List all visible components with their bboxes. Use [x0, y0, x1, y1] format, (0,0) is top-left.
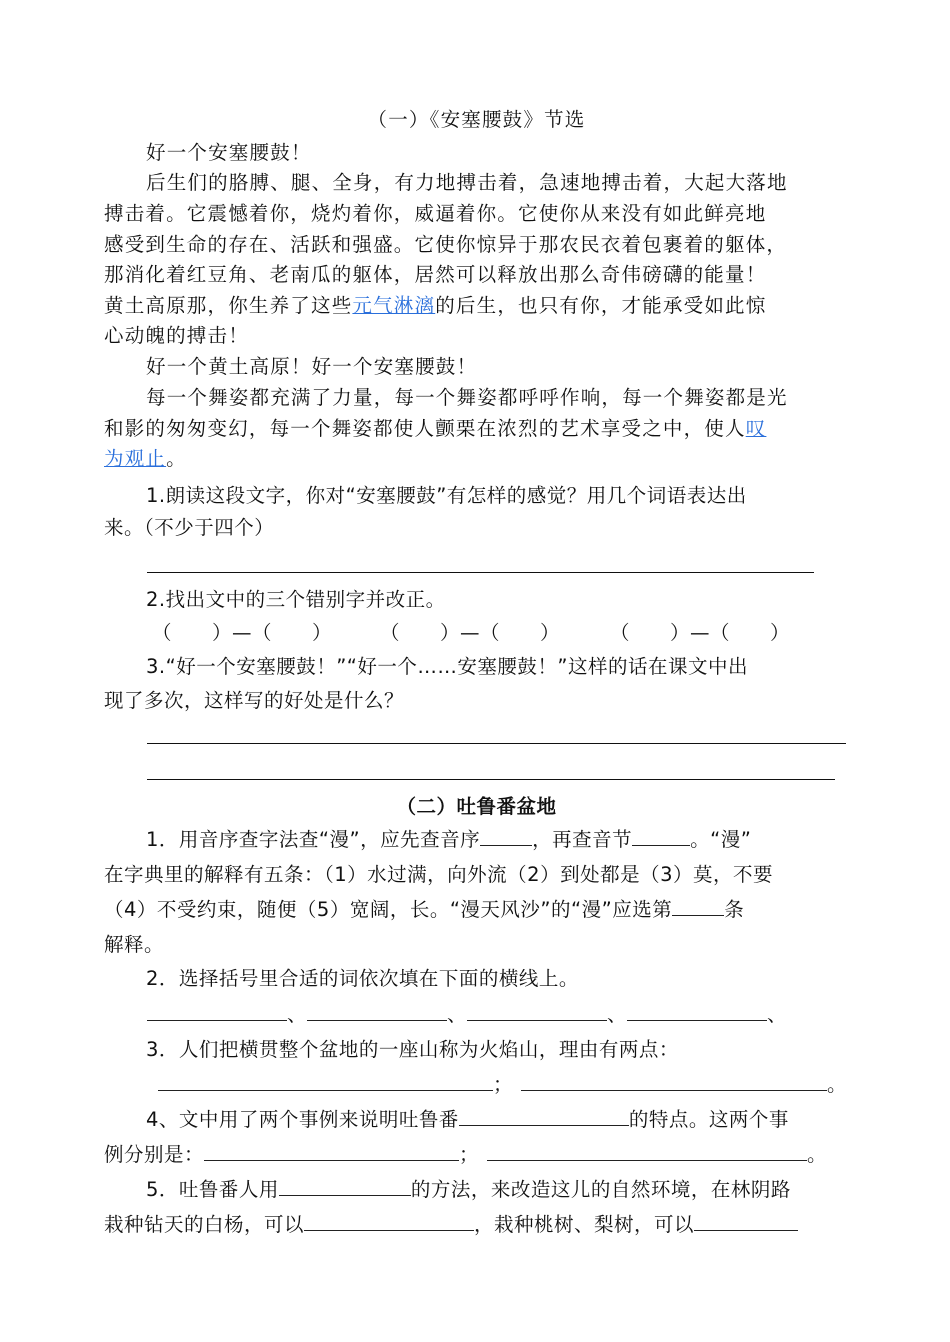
- separator: 、: [767, 1003, 788, 1026]
- section-title-1: （一）《安塞腰鼓》节选: [367, 108, 586, 131]
- question-text: 的方法，来改造这儿的自然环境，在林阴路: [410, 1178, 791, 1201]
- question-2: 2.找出文中的三个错别字并改正。: [146, 588, 446, 611]
- question-text: 例分别是：: [104, 1143, 205, 1166]
- answer-line[interactable]: [147, 779, 835, 780]
- question-text: 4、文中用了两个事例来说明吐鲁番: [146, 1108, 459, 1131]
- question-3: 3.“好一个安塞腰鼓！”“好一个……安塞腰鼓！”这样的话在课文中出: [146, 655, 749, 678]
- passage-text: 黄土高原那，你生养了这些: [104, 294, 353, 317]
- p2-question-3: 3．人们把横贯整个盆地的一座山称为火焰山，理由有两点：: [146, 1038, 679, 1061]
- passage-line: [104, 414, 849, 444]
- blank-field[interactable]: [672, 895, 724, 916]
- separator: 。: [827, 1073, 848, 1096]
- blank-field[interactable]: [632, 825, 690, 846]
- passage-line: 感受到生命的存在、活跃和强盛。它使你惊异于那农民衣着包裹着的躯体，: [104, 233, 788, 256]
- question-text: ，再查音节: [532, 828, 633, 851]
- blank-field[interactable]: [480, 825, 532, 846]
- correction-pair[interactable]: （ ）—（ ）: [380, 621, 561, 644]
- blank-field[interactable]: [521, 1070, 827, 1091]
- passage-line: 每一个舞姿都充满了力量，每一个舞姿都呼呼作响，每一个舞姿都是光: [146, 386, 788, 409]
- blank-field[interactable]: [694, 1210, 798, 1231]
- blank-field[interactable]: [304, 1210, 474, 1231]
- passage-line: 好一个安塞腰鼓！: [146, 141, 312, 164]
- answer-line[interactable]: [147, 572, 814, 573]
- passage-line: 心动魄的搏击！: [104, 324, 249, 347]
- fill-row: [147, 1000, 892, 1030]
- p2-question-5-cont: [104, 1210, 849, 1240]
- p2-question-4: [104, 1105, 891, 1135]
- question-text: 。“漫”: [690, 828, 752, 851]
- passage-line: 后生们的胳膊、腿、全身，有力地搏击着，急速地搏击着，大起大落地: [146, 171, 788, 194]
- separator: ；: [493, 1073, 514, 1096]
- correction-pair[interactable]: （ ）—（ ）: [610, 621, 791, 644]
- question-text: 1．用音序查字法查“漫”，应先查音序: [146, 828, 481, 851]
- blank-field[interactable]: [158, 1070, 493, 1091]
- blank-field[interactable]: [307, 1000, 447, 1021]
- question-text: 条: [724, 898, 745, 921]
- question-text: 5．吐鲁番人用: [146, 1178, 279, 1201]
- passage-line: 搏击着。它震憾着你，烧灼着你，威逼着你。它使你从来没有如此鲜亮地: [104, 202, 767, 225]
- section-title-2: （二）吐鲁番盆地: [396, 795, 557, 818]
- idiom-link[interactable]: 元气淋漓: [352, 294, 436, 317]
- fill-row: [158, 1070, 903, 1100]
- question-text: 栽种钻天的白杨，可以: [104, 1213, 305, 1236]
- separator: 。: [807, 1143, 828, 1166]
- passage-line: 好一个黄土高原！好一个安塞腰鼓！: [146, 355, 478, 378]
- passage-line: [104, 444, 849, 474]
- question-text: （4）不受约束，随便（5）宽阔，长。“漫天风沙”的“漫”应选第: [104, 898, 673, 921]
- separator: 、: [447, 1003, 468, 1026]
- separator: ；: [459, 1143, 480, 1166]
- p2-question-5: [104, 1175, 891, 1205]
- p2-question-1-cont: 在字典里的解释有五条：（1）水过满，向外流（2）到处都是（3）莫，不要: [104, 863, 773, 886]
- blank-field[interactable]: [279, 1175, 411, 1196]
- passage-line: 那消化着红豆角、老南瓜的躯体，居然可以释放出那么奇伟磅礴的能量！: [104, 263, 767, 286]
- blank-field[interactable]: [204, 1140, 459, 1161]
- passage-text: 的后生，也只有你，才能承受如此惊: [435, 294, 767, 317]
- passage-text: 。: [166, 447, 187, 470]
- passage-line: [104, 291, 849, 321]
- passage-text: 和影的匆匆变幻，每一个舞姿都使人颤栗在浓烈的艺术享受之中，使人: [104, 417, 746, 440]
- p2-question-1-cont: [104, 895, 849, 925]
- p2-question-2: 2．选择括号里合适的词依次填在下面的横线上。: [146, 967, 579, 990]
- blank-field[interactable]: [147, 1000, 287, 1021]
- question-text: ，栽种桃树、梨树，可以: [474, 1213, 695, 1236]
- separator: 、: [607, 1003, 628, 1026]
- idiom-link[interactable]: 为观止: [104, 447, 167, 470]
- p2-question-1-cont: 解释。: [104, 933, 165, 956]
- correction-pair[interactable]: （ ）—（ ）: [152, 621, 333, 644]
- question-1: 1.朗读这段文字，你对“安塞腰鼓”有怎样的感觉？用几个词语表达出: [146, 484, 747, 507]
- blank-field[interactable]: [627, 1000, 767, 1021]
- question-text: 的特点。这两个事: [628, 1108, 789, 1131]
- blank-field[interactable]: [459, 1105, 629, 1126]
- blank-field[interactable]: [487, 1140, 807, 1161]
- blank-field[interactable]: [467, 1000, 607, 1021]
- p2-question-4-cont: [104, 1140, 849, 1170]
- p2-question-1: [104, 825, 891, 855]
- idiom-link[interactable]: 叹: [745, 417, 767, 440]
- correction-row: [152, 618, 897, 648]
- question-3-cont: 现了多次，这样写的好处是什么？: [104, 689, 405, 712]
- question-1-cont: 来。（不少于四个）: [104, 516, 275, 539]
- answer-line[interactable]: [147, 743, 846, 744]
- separator: 、: [287, 1003, 308, 1026]
